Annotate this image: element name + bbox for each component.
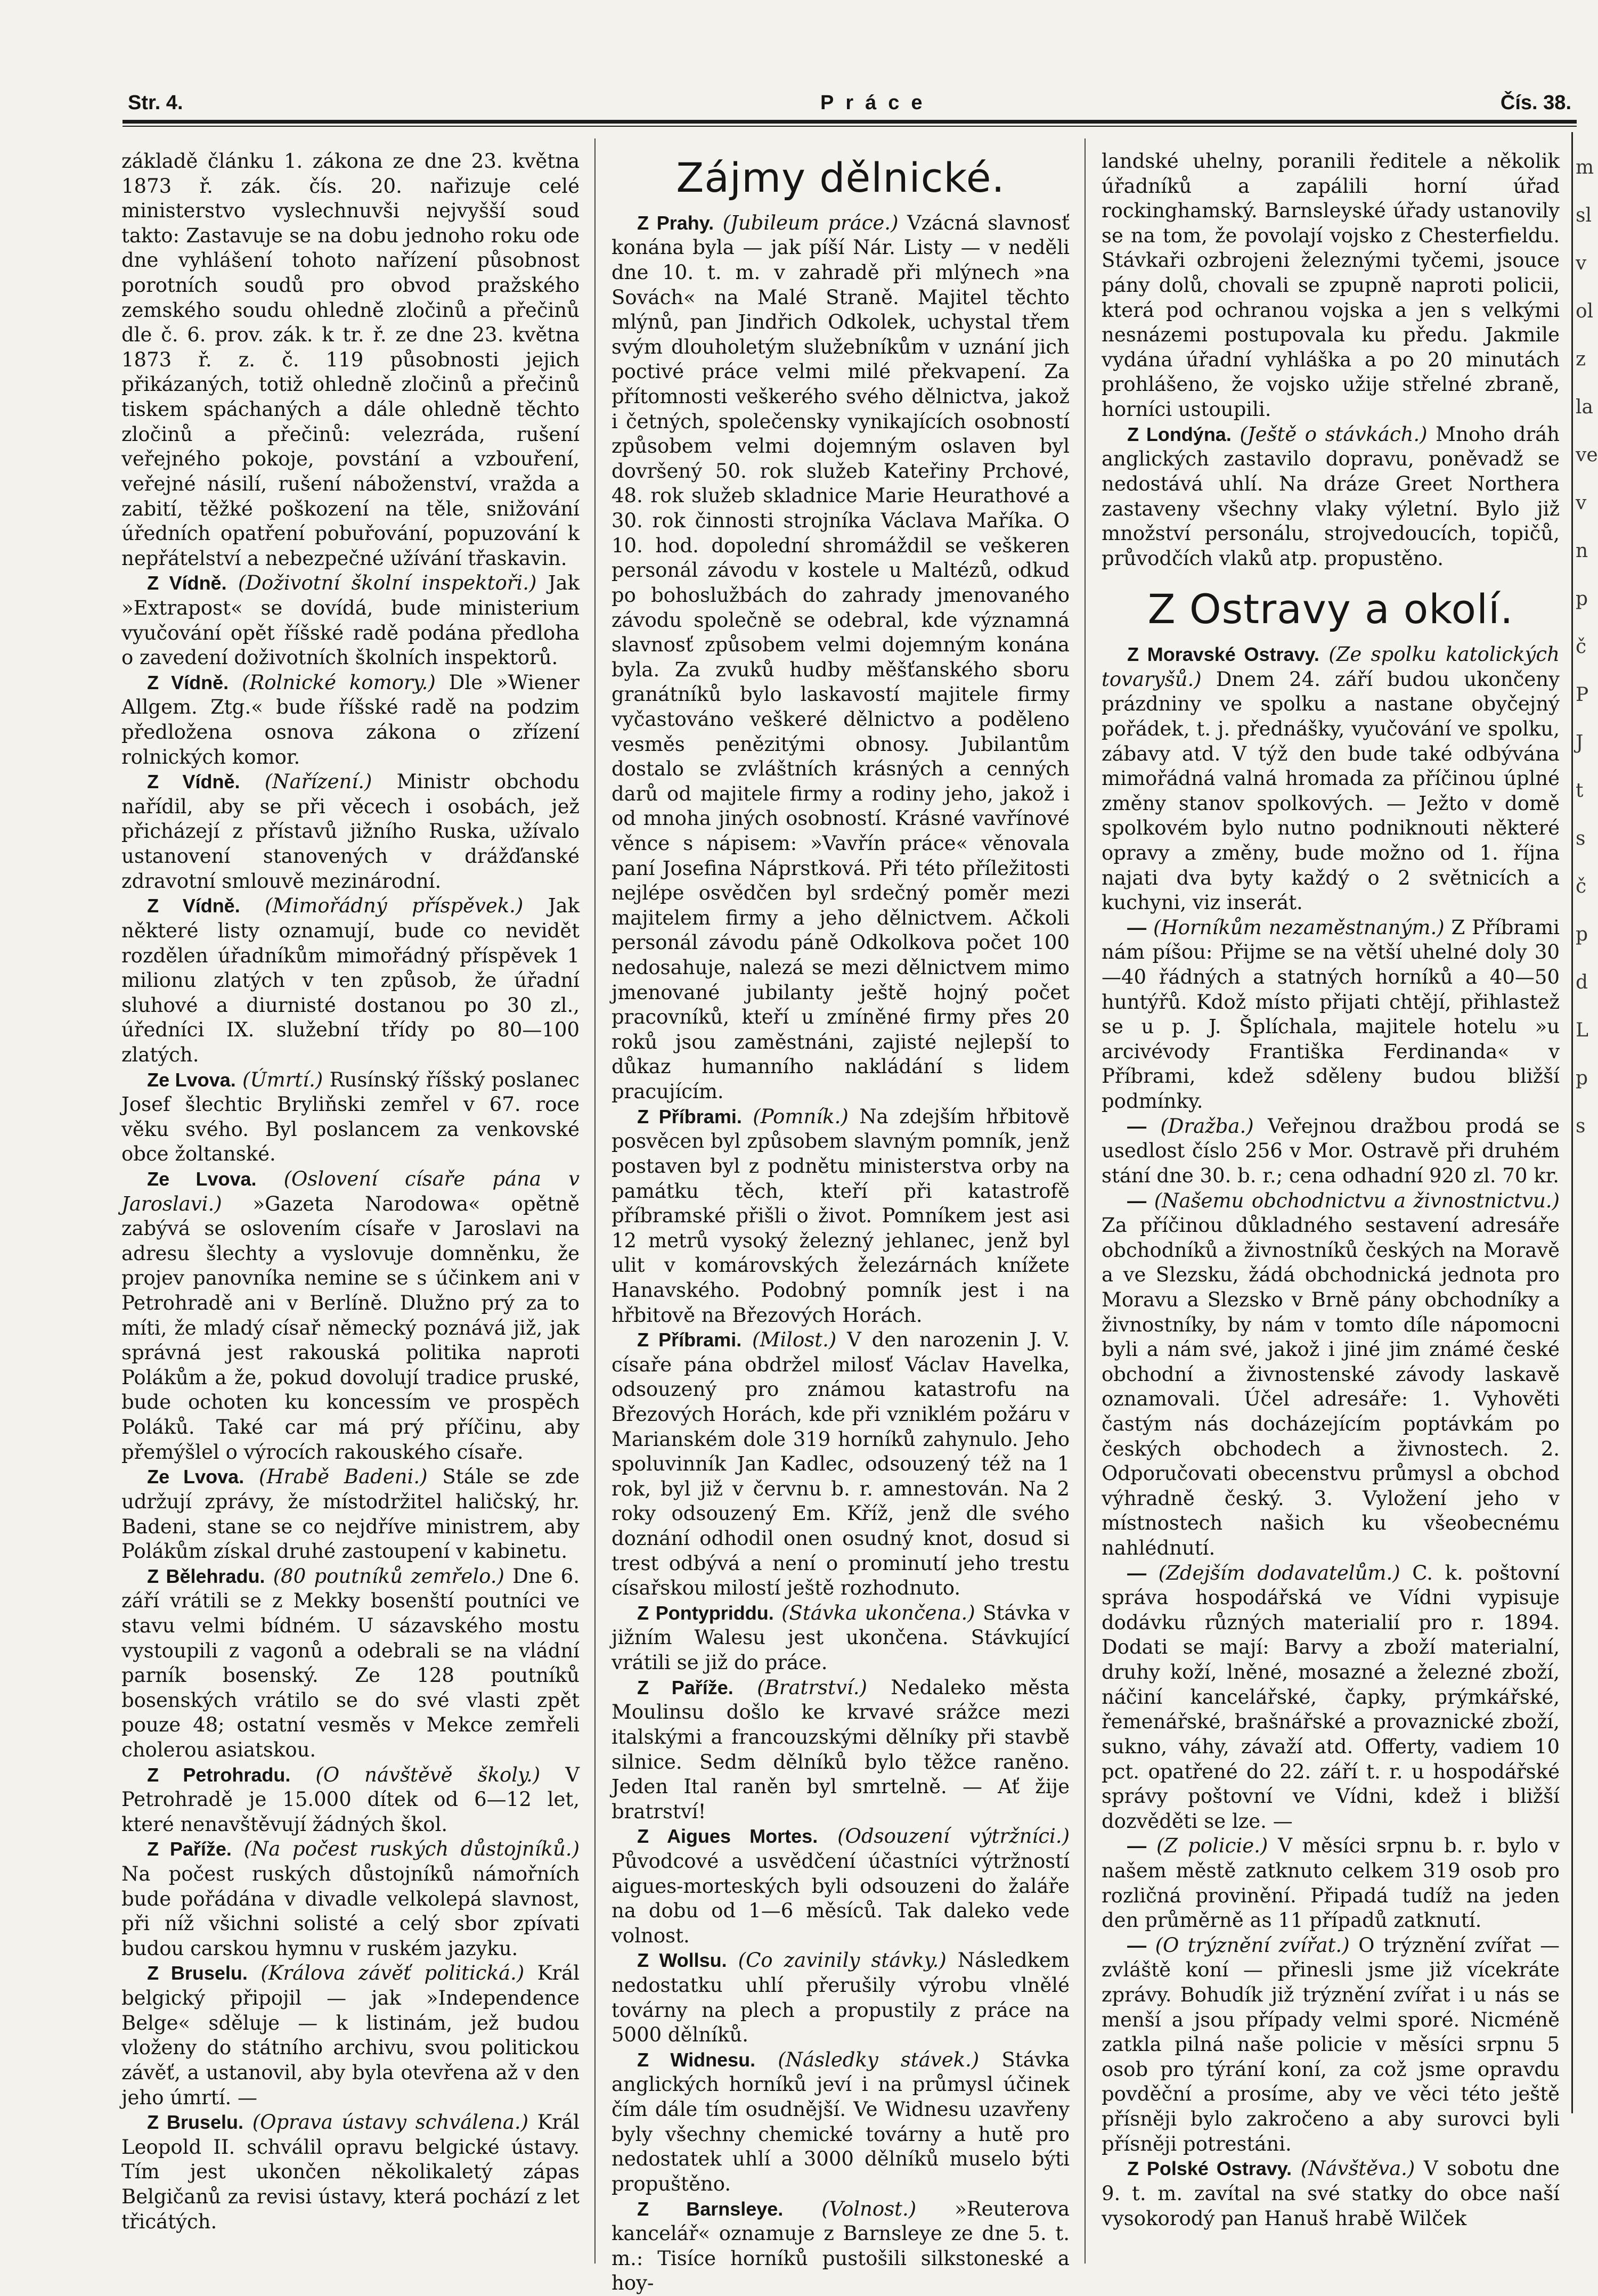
newspaper-title: Práce: [820, 92, 934, 114]
article-subhead: (Rolnické komory.): [241, 671, 436, 694]
section-heading-workers: Zájmy dělnické.: [676, 154, 1005, 201]
edge-fragment: sl: [1576, 205, 1592, 226]
article-subhead: (Zdejším dodavatelům.): [1158, 1561, 1400, 1584]
edge-fragment: s: [1576, 1115, 1586, 1137]
article-dateline: Ze Lvova.: [147, 1167, 257, 1190]
article-subhead: (Našemu obchodnictvu a živnostnictvu.): [1154, 1189, 1560, 1212]
article-dateline: —: [1127, 1835, 1147, 1857]
article-subhead: (Hrabě Badeni.): [259, 1465, 428, 1489]
article-paragraph: [121, 894, 580, 1067]
edge-fragment: p: [1576, 924, 1588, 945]
article-paragraph: [612, 1601, 1070, 1676]
article-paragraph: [1102, 1189, 1560, 1561]
article-paragraph: [1102, 1933, 1560, 2156]
article-text: Na zdejším hřbitově posvěcen byl způsobem slavným pomník, jenž postaven byl z podnětu ministerstva orby na památku těch, kteří při katastrofě příbramské přišli o život. Pomníkem jest asi 12 metrů vysoký železný jehlanec, jenž byl ulit v komárovských železárnách knížete Hanavského. Podobný pomník jest i na hřbitově na Březových Horách.: [612, 1105, 1070, 1327]
article-paragraph: [121, 1068, 580, 1167]
article-dateline: Z Aigues Mortes.: [637, 1825, 818, 1848]
article-paragraph: [121, 2110, 580, 2234]
column-ostrava-body: [1102, 642, 1560, 2231]
article-text: »Gazeta Narodowa« opětně zabývá se oslovením císaře v Jaroslavi na adresu šlechty a vyslovuje domněnku, že projev panovníka nemine se s účinkem ani v Petrohradě ani v Berlíně. Dlužno prý za to míti, že mladý císař německý poznává již, jak správná jest rakouská politika naproti Polákům a že, pokud dovolují tradice pruské, bude ochoten ku koncessím ve prospěch Poláků. Také car má prý příčinu, aby přemýšlel o výrocích rakouského císaře.: [121, 1192, 580, 1464]
article-paragraph: [612, 1948, 1070, 2047]
article-text: Král belgický připojil — jak »Independence Belge« sděluje — k listinám, jež budou vloženy do státního archivu, svou politickou závěť, a ustanovil, aby byla otevřena až v den jeho úmrtí. —: [121, 1962, 580, 2109]
article-subhead: (Mimořádný příspěvek.): [265, 894, 524, 918]
header-rule-thick: [123, 120, 1577, 124]
article-dateline: Z Londýna.: [1127, 423, 1232, 445]
article-subhead: (Na počest ruských důstojníků.): [243, 1837, 580, 1861]
article-paragraph: [1102, 422, 1560, 571]
article-dateline: Z Polské Ostravy.: [1127, 2158, 1292, 2180]
article-text: Následkem nedostatku uhlí přerušily výrobu vlnělé továrny na plech a propustily z práce na 5000 dělníků.: [612, 1949, 1070, 2047]
article-text: Na počest ruských důstojníků námořních bude pořádána v divadle velkolepá slavnost, při níž všichni solisté a celý sbor zpívati budou carskou hymnu v ruském jazyku.: [121, 1862, 580, 1960]
article-subhead: (Ještě o stávkách.): [1240, 422, 1428, 446]
article-dateline: Z Widnesu.: [637, 2048, 756, 2071]
edge-fragment: t: [1576, 780, 1584, 802]
article-paragraph: [121, 1564, 580, 1763]
article-dateline: —: [1127, 1189, 1147, 1212]
edge-fragment: d: [1576, 971, 1588, 993]
article-dateline: Z Vídně.: [147, 771, 240, 793]
article-dateline: Z Barnsleye.: [637, 2197, 784, 2220]
article-text: V den narozenin J. V. císaře pána obdržel milosť Václav Havelka, odsouzený pro známou katastrofu na Březových Horách, kde při vzniklém požáru v Marianském dole 319 horníků zahynulo. Jeho spoluvinník Jan Kadlec, odsouzený též na 1 rok, byl již v červnu b. r. amnestován. Na 2 roky odsouzený Em. Kříž, jenž dle svého doznání odhodil onen osudný knot, dosud si trest odbývá a není o prominutí jeho trestu císařskou milostí ještě rozhodnuto.: [612, 1328, 1070, 1600]
column-workers: [612, 149, 1070, 2295]
article-dateline: Z Bělehradu.: [147, 1565, 265, 1587]
edge-fragment: m: [1576, 157, 1594, 178]
article-subhead: (Oslovení císaře pána v Jaroslavi.): [121, 1167, 580, 1215]
article-subhead: (Úmrtí.): [242, 1068, 323, 1091]
edge-fragment: v: [1576, 252, 1587, 274]
article-subhead: (Horníkům nezaměstnaným.): [1153, 916, 1445, 939]
article-dateline: —: [1127, 1562, 1147, 1584]
article-subhead: (Pomník.): [753, 1105, 849, 1128]
column-divider-1: [594, 138, 596, 2264]
article-paragraph: [1102, 149, 1560, 422]
article-paragraph: [1102, 642, 1560, 916]
article-subhead: (Nařízení.): [264, 770, 372, 794]
article-subhead: (Následky stávek.): [778, 2048, 980, 2071]
article-paragraph: [1102, 1114, 1560, 1189]
article-paragraph: [121, 770, 580, 894]
article-paragraph: [121, 1167, 580, 1465]
column-divider-2: [1085, 138, 1086, 2264]
article-dateline: Z Paříže.: [147, 1838, 232, 1860]
article-dateline: Z Pontypriddu.: [637, 1602, 774, 1624]
article-text: Stávka anglických horníků jeví i na průmysl účinek čím dále tím osudnější. Ve Widnesu uzavřeny byly všechny chemické továrny a hutě pro nedostatek uhlí a 3000 dělníků muselo býti propuštěno.: [612, 2048, 1070, 2195]
article-subhead: (80 poutníků zemřelo.): [273, 1564, 504, 1588]
article-text: V Petrohradě je 15.000 dítek od 6—12 let, které nenavštěvují žádných škol.: [121, 1763, 580, 1836]
article-text: Dnem 24. září budou ukončeny prázdniny ve spolku a nastane obyčejný pořádek, t. j. přednášky, vyučování ve spolku, zábavy atd. V týž den bude také odbývána mimořádná valná hromada za příčinou úplné změny stanov spolkových. — Ježto v domě spolkovém bylo nutno podniknouti některé opravy a změny, bude možno od 1. října najati dva byty každý o 2 světnicích a kuchyni, viz inserát.: [1102, 667, 1560, 914]
article-paragraph: [612, 1676, 1070, 1825]
article-dateline: —: [1127, 916, 1147, 938]
article-text: Dne 6. září vrátili se z Mekky bosenští poutníci ve stavu velmi bídném. U sázavského mostu vystoupili z vagonů a odebrali se na vládní parník bosenský. Ze 128 poutníků bosenských vrátilo se do své vlasti zpět pouze 48; ostatní vesměs v Mekce zemřeli cholerou asiatskou.: [121, 1564, 580, 1761]
article-paragraph: [121, 1763, 580, 1837]
article-dateline: Z Paříže.: [637, 1676, 733, 1698]
article-dateline: Z Prahy.: [637, 211, 714, 234]
article-dateline: Z Vídně.: [147, 572, 227, 594]
edge-fragment: č: [1576, 876, 1587, 897]
edge-fragment: P: [1576, 684, 1589, 706]
edge-fragment: č: [1576, 636, 1587, 658]
article-dateline: Z Bruselu.: [147, 1962, 248, 1984]
article-text: Mnoho dráh anglických zastavilo dopravu, poněvadž se nedostává uhlí. Na dráze Greet Northera zastaveny všechny vlaky výletní. Bylo již množství personálu, strojvedoucích, topičů, průvodčích vlaků atp. propustěno.: [1102, 422, 1560, 570]
article-subhead: (O návštěvě školy.): [315, 1763, 541, 1786]
article-subhead: (Co zavinily stávky.): [738, 1949, 947, 1972]
article-dateline: Z Příbrami.: [637, 1105, 742, 1127]
article-paragraph: [121, 1465, 580, 1564]
article-text: Stávka v jižním Walesu jest ukončena. Stávkující vrátili se již do práce.: [612, 1601, 1070, 1674]
article-text: landské uhelny, poranili ředitele a několik úřadníků a zapálili horní úřad rockinghamský. Barnsleyské úřady ustanovily se na tom, že povolají vojsko z Chesterfieldu. Stávkaři ozbrojeni železnými tyčemi, jsouce pány dolů, chovali se zpupně naproti policii, která pod ochranou vojska a jen s velkými nesnázemi postupovala ku předu. Jakmile vydána úřadní vyhláška a po 20 minutách prohlášeno, že vojsko užije střelné zbraně, horníci ustoupili.: [1102, 150, 1560, 421]
article-subhead: (Odsouzení výtržníci.): [837, 1825, 1070, 1848]
article-paragraph: [612, 1105, 1070, 1328]
article-text: C. k. poštovní správa hospodářská ve Vídni vypisuje dodávku různých materialií pro r. 1894. Dodati se mají: Barvy a zboží materialní, druhy koží, lněné, mosazné a železné zboží, náčiní kancelářské, čapky, prýmkářské, řemenářské, brašnářské a provaznické zboží, sukno, váhy, závaží atd. Offerty, vadiem 10 pct. opatřené do 22. září t. r. u hospodářské správy poštovní ve Vídni, kdež i bližší dozvěděti se lze. —: [1102, 1561, 1560, 1833]
article-subhead: (Dražba.): [1160, 1114, 1254, 1138]
article-text: Dle »Wiener Allgem. Ztg.« bude říšské radě na podzim předložena osnova zákona o zřízení rolnických komor.: [121, 671, 580, 769]
article-paragraph: [1102, 1561, 1560, 1834]
edge-fragment: la: [1576, 396, 1593, 418]
article-text: »Reuterova kancelář« oznamuje z Barnsleye ze dne 5. t. m.: Tisíce horníků pustošili silkstoneské a hoy-: [612, 2197, 1070, 2295]
article-dateline: Ze Lvova.: [147, 1068, 236, 1091]
article-paragraph: [121, 149, 580, 571]
article-text: Jak některé listy oznamují, bude co nevidět rozdělen úřadníkům mimořádný příspěvek 1 milionu zlatých v ten způsob, že úřadní sluhové a diurnisté dostanou po 30 zl., úředníci IX. služební třídy po 80—100 zlatých.: [121, 894, 580, 1066]
column-workers-body: [612, 211, 1070, 2296]
article-subhead: (Králova závěť politická.): [260, 1962, 525, 1985]
edge-fragment: ol: [1576, 300, 1594, 322]
edge-fragment: s: [1576, 828, 1586, 849]
edge-fragment: p: [1576, 588, 1588, 610]
article-paragraph: [1102, 2156, 1560, 2231]
article-text: V měsíci srpnu b. r. bylo v našem městě zatknuto celkem 319 osob pro rozličná provinění. Připadá tudíž na jeden den průměrně as 11 případů zatknutí.: [1102, 1834, 1560, 1932]
article-subhead: (Volnost.): [821, 2197, 917, 2220]
article-dateline: Z Příbrami.: [637, 1329, 742, 1351]
edge-fragment: L: [1576, 1019, 1588, 1041]
edge-fragment: J: [1576, 732, 1584, 754]
article-dateline: Z Bruselu.: [147, 2111, 244, 2134]
edge-fragment: z: [1576, 348, 1586, 370]
article-subhead: (Stávka ukončena.): [781, 1601, 975, 1624]
column-ostrava-continuation: [1102, 149, 1560, 571]
article-dateline: —: [1127, 1115, 1147, 1137]
section-heading-ostrava: Z Ostravy a okolí.: [1147, 585, 1514, 633]
article-text: Nedaleko města Moulinsu došlo ke krvavé srážce mezi italskými a francouzskými dělníky při stavbě silnice. Sedm dělníků bylo těžce raněno. Jeden Ital raněn byl smrtelně. — Ať žije bratrství!: [612, 1676, 1070, 1823]
article-subhead: (Ze spolku katolických tovaryšů.): [1102, 643, 1560, 691]
article-paragraph: [121, 571, 580, 670]
article-subhead: (Bratrství.): [757, 1676, 867, 1699]
edge-fragment: v: [1576, 492, 1587, 514]
article-text: Z Příbrami nám píšou: Přijme se na větší uhelné doly 30—40 řádných a statných horníků a 40—50 huntýřů. Kdož místo přijati chtějí, přihlastež se u p. J. Šplíchala, majitele hotelu »u arcivévody Františka Ferdinanda« v Příbrami, kdež sděleny budou bližší podmínky.: [1102, 916, 1560, 1113]
article-dateline: Z Petrohradu.: [147, 1763, 291, 1786]
article-text: Za příčinou důkladného sestavení adresáře obchodníků a živnostníků českých na Moravě a ve Slezsku, žádá obchodnická jednota pro Moravu a Slezsko v Brně pány obchodníky a živnostníky, by nám v tomto díle nápomocni byli a nám své, jakož i jiné jim známé české obchodní a živnostenské závody laskavě oznamovali. Účel adresáře: 1. Vyhověti častým nás docházejícím poptávkám po českých obchodech a živnostech. 2. Odporučovati obecenstvu průmysl a obchod výhradně český. 3. Vyložení jeho v místnostech našich ku všeobecnému nahlédnutí.: [1102, 1214, 1560, 1560]
article-subhead: (Milost.): [752, 1328, 837, 1352]
article-text: O trýznění zvířat — zvláště koní — přinesli jsme již vícekráte zprávy. Bohudík již trýznění zvířat i u nás se menší a jsou případy velmi sporé. Nicméně zatkla pilná naše policie v měsíci srpnu 5 osob pro týrání koní, za což jsme opravdu povděční a prosíme, aby ve věci této ještě přísněji bylo zakročeno a aby surovci byli přísněji potrestáni.: [1102, 1933, 1560, 2155]
column-ostrava: [1102, 149, 1560, 2274]
article-subhead: (Jubileum práce.): [722, 211, 899, 234]
article-subhead: (O trýznění zvířat.): [1155, 1933, 1350, 1957]
column-politics: [121, 149, 580, 2274]
article-paragraph: [612, 2048, 1070, 2197]
article-subhead: (Návštěva.): [1300, 2157, 1415, 2180]
article-paragraph: [1102, 916, 1560, 1114]
article-text: Původcové a usvědčení účastníci výtržností aigues-morteských byli odsouzeni do žaláře na dobu od 1—6 měsíců. Tak daleko vede volnost.: [612, 1849, 1070, 1947]
article-text: Vzácná slavnosť konána byla — jak píší Nár. Listy — v neděli dne 10. t. m. v zahradě při mlýnech »na Sovách« na Malé Straně. Majitel těchto mlýnů, pan Jindřich Odkolek, uchystal třem svým dlouholetým služebníkům v uznání jich poctivé práce velmi milé překvapení. Za přítomnosti veškerého svého dělnictva, jakož i četných, společensky vynikajících osobností způsobem velmi dojemným oslaven byl dovršený 50. rok služeb Kateřiny Prchové, 48. rok služeb skladnice Marie Heurathové a 30. rok činnosti strojníka Václava Maříka. O 10. hod. dopolední shromáždil se veškeren personál závodu v kostele u Maltézů, odkud po bohoslužbách do zahrady jmenovaného závodu společně se odebral, kde významná slavnosť způsobem velmi dojemným konána byla. Za zvuků hudby měšťanského sboru granátníků bylo laskavostí majitele firmy vyčastováno veškeré dělnictvo a poděleno vesměs penězitými obnosy. Jubilantům dostalo se zvláštních krásných a cenných darů od majitele firmy a rodiny jeho, jakož i od mnoha jiných osobností. Krásné vavřínové věnce s nápisem: »Vavřín práce« věnovala paní Josefina Náprstková. Při této příležitosti nejlépe osvědčen byl srdečný poměr mezi majitelem firmy a jeho dělnictvem. Ačkoli personál závodu páně Odkolkova počet 100 nedosahuje, nalezá se mezi dělnictvem mimo jmenované jubilanty ještě hojný počet pracovníků, kteří u zmíněné firmy přes 20 roků jsou zaměstnáni, zajisté nejlepší to důkaz humanního nakládání s lidem pracujícím.: [612, 211, 1070, 1104]
adjacent-page-fragments: [1576, 144, 1597, 2114]
article-paragraph: [612, 1328, 1070, 1601]
article-paragraph: [612, 2197, 1070, 2296]
edge-fragment: p: [1576, 1067, 1588, 1089]
adjacent-page-edge: [1571, 132, 1573, 2113]
article-paragraph: [1102, 1834, 1560, 1933]
article-dateline: Z Wollsu.: [637, 1949, 727, 1972]
article-dateline: Ze Lvova.: [147, 1466, 244, 1488]
article-text: Veřejnou dražbou prodá se usedlost číslo 256 v Mor. Ostravě při druhém stání dne 30. b. r.; cena odhadní 920 zl. 70 kr.: [1102, 1114, 1560, 1187]
page-number: Str. 4.: [128, 92, 183, 114]
article-subhead: (Oprava ústavy schválena.): [252, 2111, 529, 2134]
edge-fragment: ve: [1576, 444, 1598, 466]
article-dateline: Z Vídně.: [147, 671, 229, 693]
issue-number: Čís. 38.: [1500, 92, 1571, 114]
article-text: základě článku 1. zákona ze dne 23. května 1873 ř. zák. čís. 20. nařizuje celé ministerstvo vyslechnuvši nejvyšší soud takto: Zastavuje se na dobu jednoho roku ode dne vyhlášení tohoto nařízení působnost porotních soudů pro obvod pražského zemského soudu ohledně zločinů a přečinů dle č. 6. prov. zák. k tr. ř. ze dne 23. května 1873 ř. z. č. 119 působnosti jejich přikázaných, totiž ohledně zločinů a přečinů tiskem spáchaných a dále ohledně těchto zločinů a přečinů: velezráda, rušení veřejného pokoje, povstání a vzbouření, veřejné násilí, rušení náboženství, vražda a zabití, těžké poškození na těle, snižování úředních opatření pobuřování, popuzování k nepřátelství a nebezpečné užívání třaskavin.: [121, 150, 580, 570]
edge-fragment: n: [1576, 540, 1588, 562]
page-header: [128, 92, 1571, 124]
article-text: Ministr obchodu nařídil, aby se při věcech i osobách, jež přicházejí z přístavů jižního Ruska, užívalo ustanovení stanovených v drážďanské zdravotní smlouvě mezinárodní.: [121, 770, 580, 893]
article-paragraph: [121, 1961, 580, 2110]
article-paragraph: [612, 211, 1070, 1105]
article-dateline: Z Vídně.: [147, 895, 240, 917]
article-dateline: —: [1127, 1934, 1147, 1956]
article-paragraph: [121, 1837, 580, 1961]
article-text: Stále se zde udržují zprávy, že místodržitel haličský, hr. Badeni, stane se co nejdříve ministrem, aby Polákům získal druhé zastoupení v kabinetu.: [121, 1465, 580, 1563]
article-dateline: Z Moravské Ostravy.: [1127, 643, 1319, 666]
article-text: Král Leopold II. schválil opravu belgické ústavy. Tím jest ukončen několikaletý zápas Belgičanů za revisi ústavy, která pochází z let třicátých.: [121, 2111, 580, 2233]
article-subhead: (Z policie.): [1156, 1834, 1268, 1858]
article-text: V sobotu dne 9. t. m. zavítal na své statky do obce naší vysokorodý pan Hanuš hrabě Wilček: [1102, 2157, 1560, 2230]
article-paragraph: [121, 671, 580, 770]
article-paragraph: [612, 1824, 1070, 1948]
article-text: Rusínský říšský poslanec Josef šlechtic Bryliňski zemřel v 67. roce věku svého. Byl poslancem za venkovské obce žoltanské.: [121, 1068, 580, 1166]
article-text: Jak »Extrapost« se dovídá, bude ministerium vyučování opět říšské radě podána předloha o zavedení doživotních školních inspektorů.: [121, 571, 580, 669]
header-rule-thin: [123, 126, 1577, 127]
article-subhead: (Doživotní školní inspektoři.): [238, 571, 537, 595]
